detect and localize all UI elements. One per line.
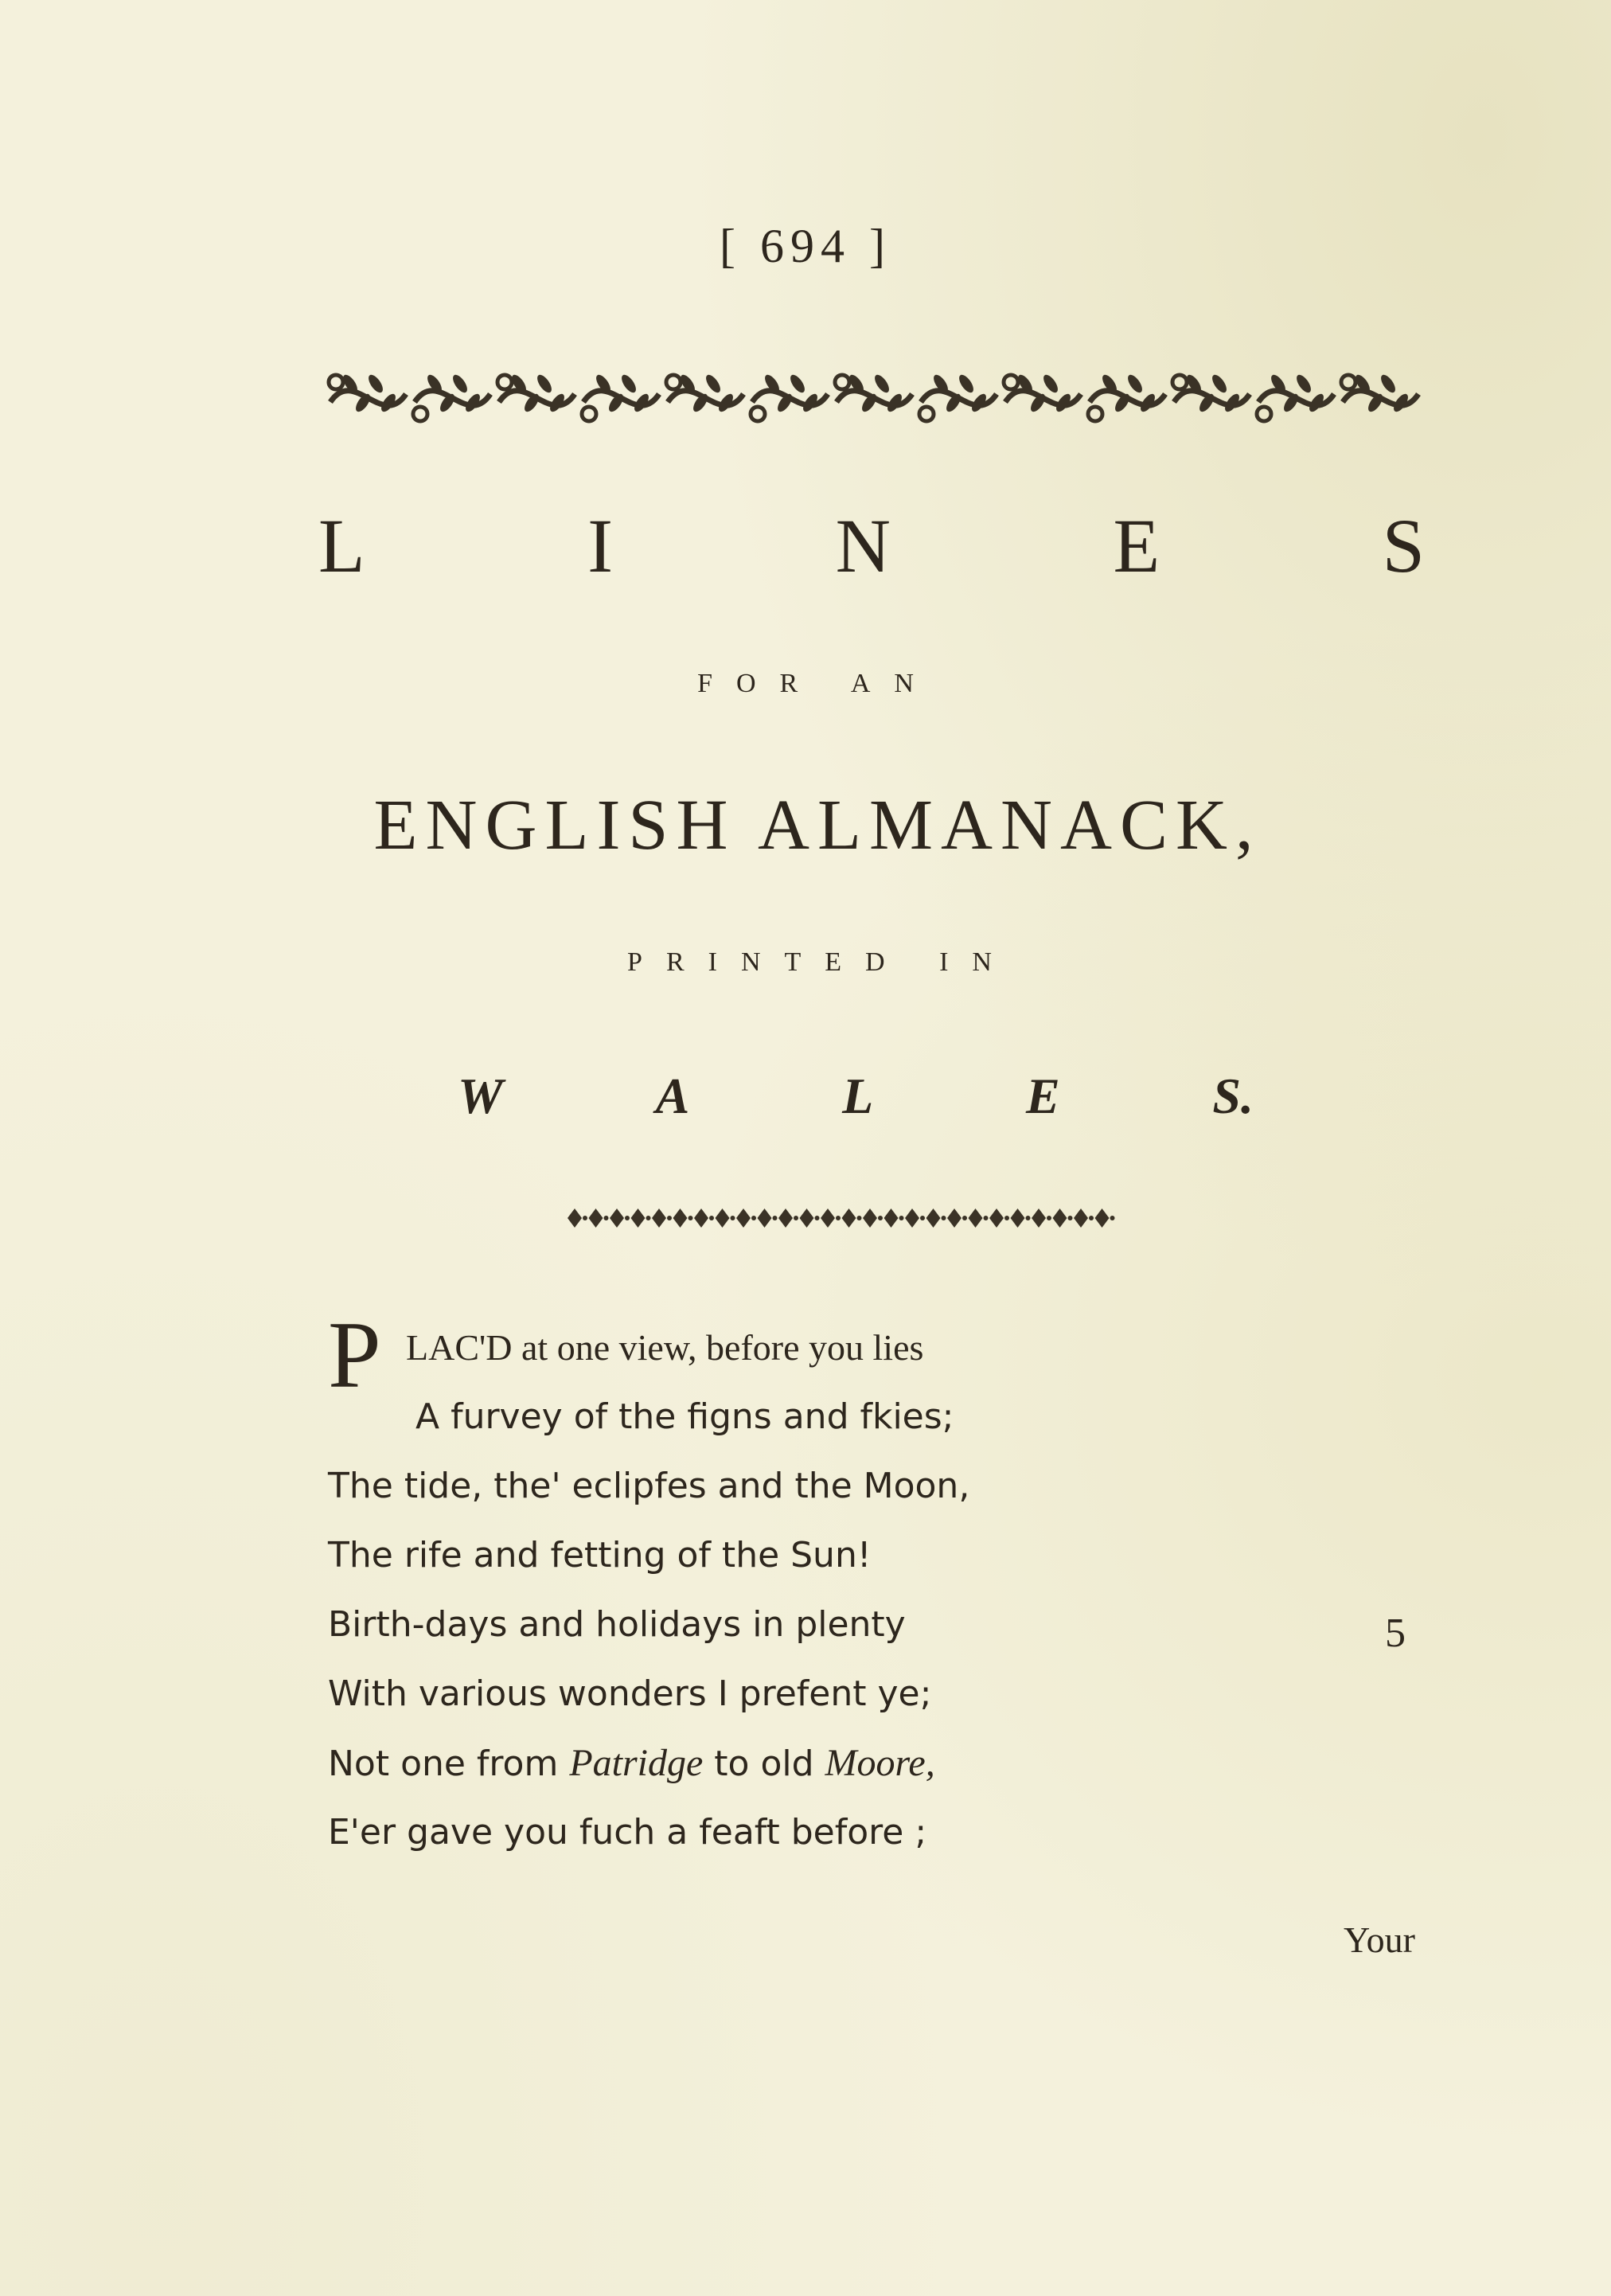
catchword: Your (1344, 1919, 1415, 1960)
title-letter: I (587, 503, 614, 588)
poem-line-1: LAC'D at one view, before you lies (406, 1327, 924, 1368)
poem-text: Not one from (328, 1743, 570, 1784)
drop-cap: P (328, 1302, 381, 1408)
printer-flower-ornament (565, 1202, 1122, 1234)
place-letter: L (842, 1068, 874, 1124)
place-letter: W (458, 1068, 503, 1124)
line-number: 5 (1385, 1611, 1406, 1656)
poem-italic-name: Moore, (825, 1742, 935, 1784)
poem-line-6: With various wonders I prefent ye; (328, 1673, 932, 1714)
floral-border-ornament (318, 358, 1433, 438)
poem-line-2: A furvey of the figns and fkies; (415, 1396, 954, 1437)
for-an-line: FOR AN (697, 669, 938, 698)
title-letter: S (1382, 503, 1425, 588)
title-letter: E (1113, 503, 1160, 588)
poem-line-5: Birth-days and holidays in plenty (328, 1604, 906, 1645)
place-letter: A (655, 1068, 690, 1124)
poem-line-4: The rife and fetting of the Sun! (328, 1535, 872, 1576)
poem-line-7 (328, 1729, 935, 1798)
place-letter: S. (1212, 1068, 1254, 1124)
title-lines (318, 502, 1425, 590)
title-letter: L (318, 503, 365, 588)
poem-italic-name: Patridge (569, 1742, 704, 1784)
page-number: [ 694 ] (720, 220, 891, 272)
poem-line-3: The tide, the' eclipfes and the Moon, (328, 1466, 970, 1506)
printed-in-line: PRINTED IN (627, 947, 1016, 977)
poem-line-8: E'er gave you fuch a feaft before ; (328, 1812, 927, 1853)
poem-text: to old (703, 1743, 825, 1784)
title-letter: N (835, 503, 891, 588)
place-wales (458, 1067, 1254, 1126)
place-letter: E (1025, 1068, 1060, 1124)
subtitle-english-almanack: ENGLISH ALMANACK, (373, 786, 1262, 865)
